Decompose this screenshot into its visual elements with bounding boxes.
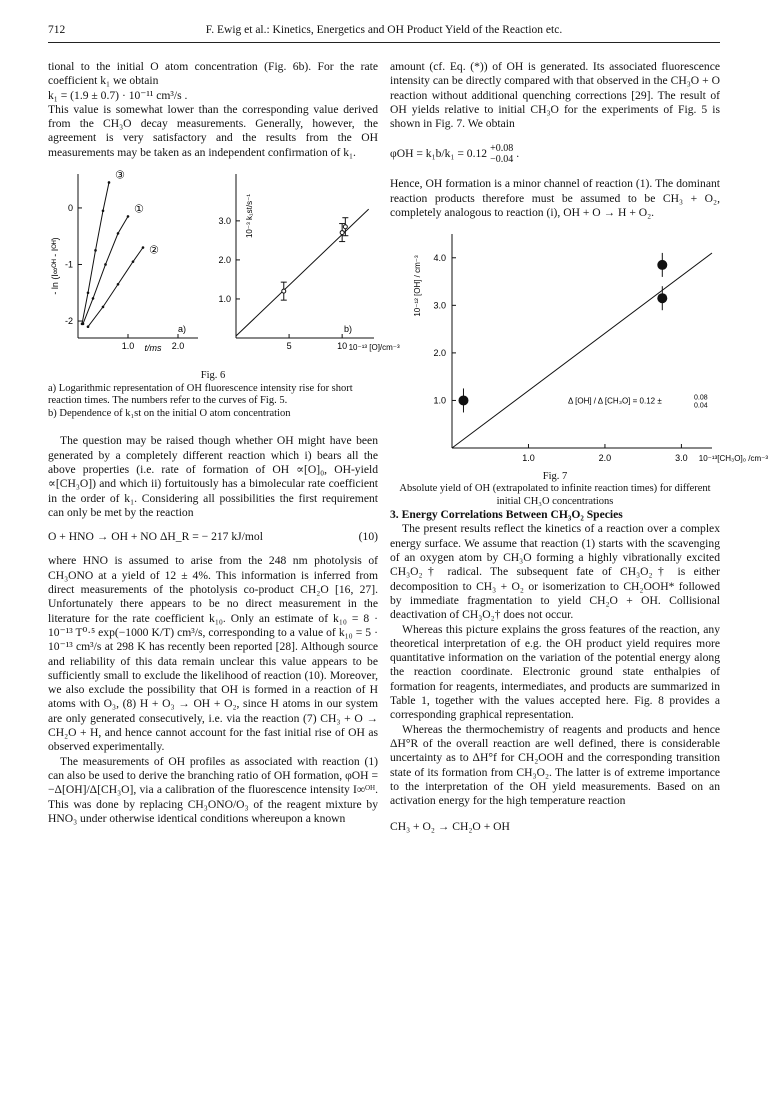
series-line — [83, 216, 128, 323]
data-point — [132, 260, 135, 263]
data-point — [108, 181, 111, 184]
running-title: F. Ewig et al.: Kinetics, Energetics and OH Product Yield of the Reaction etc. — [205, 24, 563, 36]
data-point — [343, 225, 347, 229]
data-point — [92, 297, 95, 300]
x-tick-label: 1.0 — [121, 341, 135, 352]
paragraph: This value is somewhat lower than the corresponding value derived from the CH₃O decay measurements. Generally, however, the agreement is very satisfactory and the results from the OH measurements may be taken as an independent confirmation of k₁. — [48, 102, 378, 159]
figure-6-caption-a: a) Logarithmic representation of OH fluorescence intensity rise for short reaction times. The numbers refer to the curves of Fig. 5. — [48, 382, 353, 407]
y-tick-label: 1.0 — [218, 294, 231, 305]
fit-line — [236, 209, 369, 336]
equation-ch3-o2: CH₃ + O₂ → CH₂O + OH — [390, 820, 510, 834]
figure-7-plot — [390, 226, 768, 466]
x-tick-label: 1.0 — [522, 453, 535, 464]
paragraph: The present results reflect the kinetics of a reaction over a complex energy surface. We assume that reaction (1) starts with the scavenging of an oxygen atom by CH₃O forming a highly vibrationally excited CH₃O₂† radical. The subsequent fate of CH₃O₂† is either decomposition to CH₃ + O₂ or isomerization to CH₂OOH* followed by immediate fragmentation to yield CH₂O + OH. Collisional deactivation of CH₃O₂† does not occur. — [390, 522, 720, 622]
figure-6-title: Fig. 6 — [200, 370, 226, 382]
data-point — [458, 396, 468, 406]
paragraph: The question may be raised though whether OH might have been generated by a completely different reaction which i) bears all the above properties (i.e. rate of formation of OH ∝[O]₀, OH-yield ∝[CH₃O]) and which ii) fortuitously has a bimolecular rate coefficient in the order of k₁. Considering all possibilities the first requirement can only be met by the reaction — [48, 434, 378, 519]
annotation-error-upper: 0.08 — [694, 394, 708, 402]
data-point — [117, 232, 120, 235]
paragraph: Hence, OH formation is a minor channel of reaction (1). The dominant reaction products therefore must be assumed to be CH₃ + O₂, completely analogous to reaction (i), OH + O → H + O₂. — [390, 177, 720, 220]
left-column — [48, 60, 400, 826]
right-column — [390, 60, 768, 835]
x-axis-label: 10⁻¹³ [O]/cm⁻³ — [348, 343, 400, 353]
x-axis-label: t/ms — [144, 343, 162, 354]
equation-10-number: (10) — [358, 530, 378, 544]
data-point — [94, 249, 97, 252]
annotation-ratio: Δ [OH] / Δ [CH₃O] = 0.12 ± — [568, 396, 662, 406]
data-point — [82, 323, 85, 326]
data-point — [87, 292, 90, 295]
curve-label: ② — [149, 244, 159, 257]
data-point — [657, 294, 667, 304]
equation-10-body: O + HNO → OH + NO ΔH_R = − 217 kJ/mol — [48, 530, 263, 544]
figure-7 — [390, 226, 768, 508]
curve-label: ① — [134, 203, 144, 216]
equation-phi-oh — [390, 143, 720, 165]
y-tick-label: -2 — [64, 316, 73, 327]
data-point — [117, 283, 120, 286]
equation-phi-errors — [490, 143, 513, 165]
y-tick-label: 2.0 — [218, 254, 231, 265]
y-tick-label: 3.0 — [433, 300, 446, 311]
y-axis-label: 10⁻³ k₁st/s⁻¹ — [245, 194, 254, 239]
equation-phi-lhs: φOH = k₁b/k₁ = 0.12 — [390, 147, 488, 161]
y-tick-label: 3.0 — [218, 215, 231, 226]
y-tick-label: 2.0 — [433, 348, 446, 359]
figure-7-title: Fig. 7 — [542, 470, 568, 482]
x-tick-label: 2.0 — [171, 341, 185, 352]
paragraph: tional to the initial O atom concentration (Fig. 6b). For the rate coefficient k₁ we obtain — [48, 60, 378, 88]
error-upper: +0.08 — [490, 143, 514, 155]
running-header — [48, 22, 720, 43]
x-axis-label: 10⁻¹³[CH₃O]₀ /cm⁻³ — [698, 454, 768, 464]
data-point — [340, 231, 344, 235]
equation-phi-end: . — [516, 147, 520, 161]
data-point — [102, 210, 105, 213]
y-axis-label: - ln (I∞ᴼᴴ - Iᴼᴴ) — [50, 237, 60, 295]
paragraph: Whereas this picture explains the gross features of the reaction, any theoretical interpretation of e.g. the OH product yield requires more quantitative information on the variation of the potential energy along the reaction coordinate. Electronic ground state enthalpies of formation for reagents, intermediates, and products are summarized in Table 1, together with the values accepted here. Fig. 8 provides a corresponding graphical representation. — [390, 622, 720, 722]
x-tick-label: 5 — [286, 341, 292, 352]
y-axis-label: 10⁻¹² [OH] / cm⁻³ — [413, 255, 422, 318]
fit-line — [452, 253, 712, 448]
data-point — [657, 260, 667, 270]
annotation-error-lower: 0.04 — [694, 402, 708, 410]
data-point — [102, 306, 105, 309]
panel-label: a) — [178, 324, 187, 335]
data-point — [127, 215, 130, 218]
figure-6 — [48, 166, 400, 420]
x-tick-label: 3.0 — [675, 453, 688, 464]
equation-10 — [48, 530, 378, 544]
curve-label: ③ — [115, 169, 125, 182]
figure-6-plots — [48, 166, 400, 366]
section-heading: 3. Energy Correlations Between CH₃O₂ Species — [390, 508, 623, 522]
x-tick-label: 2.0 — [598, 453, 612, 464]
data-point — [142, 246, 145, 249]
y-tick-label: 1.0 — [433, 395, 446, 406]
data-point — [87, 325, 90, 328]
equation-k1: k₁ = (1.9 ± 0.7) · 10⁻¹¹ cm³/s . — [48, 88, 188, 102]
y-tick-label: 0 — [67, 203, 73, 214]
paragraph: amount (cf. Eq. (*)) of OH is generated. Its associated fluorescence intensity can be directly compared with that observed in the CH₃O + O reaction without additional quenching corrections [29]. The result of OH yields relative to initial CH₃O for the experiments of Fig. 5 is shown in Fig. 7. We obtain — [390, 60, 720, 131]
error-lower: −0.04 — [490, 154, 514, 166]
data-point — [104, 263, 107, 266]
figure-7-caption: Absolute yield of OH (extrapolated to infinite reaction times) for different initial CH₃O concentrations — [399, 483, 711, 507]
figure-6-caption-b: b) Dependence of k₁st on the initial O atom concentration — [48, 407, 291, 419]
paragraph: The measurements of OH profiles as associated with reaction (1) can also be used to derive the branching ratio of OH formation, φOH = −Δ[OH]/Δ[CH₃O], via a calibration of the fluorescence intensity I∞ᴼᴴ. This was done by replacing CH₃ONO/O₃ of the reagent mixture by HNO₃ under otherwise identical conditions whereupon a known — [48, 754, 378, 825]
page-number: 712 — [48, 24, 66, 36]
paragraph: where HNO is assumed to arise from the 248 nm photolysis of CH₃ONO at a yield of 12 ± 4%. This information is inferred from direct measurements of the photolysis co-product CH₂O [16, 27]. Unfortunately there appears to be no direct measurement in the literature for the rate coefficient k₁₀. Only an estimate of k₁₀ = 8 · 10⁻¹³ T⁰·⁵ exp(−1000 K/T) cm³/s, corresponding to a value of k₁₀ = 5 · 10⁻¹³ cm³/s at 298 K has recently been reported [28]. Although source and reliability of this data remain unclear this value appears to be sufficiently small to exclude the likelihood of reaction (10). Moreover, we also exclude the possibility that OH is formed in a reaction of H atoms with O₃, (8) H + O₃ → OH + O₂, since H atoms in our system are only generated consecutively, i.e. via the reaction (7) CH₃ + O → CH₂O + H, and hence cannot account for the fast initial rise of OH as observed experimentally. — [48, 554, 378, 754]
panel-label: b) — [344, 324, 353, 335]
x-tick-label: 10 — [337, 341, 348, 352]
series-line — [82, 183, 109, 324]
y-tick-label: 4.0 — [433, 253, 446, 264]
data-point — [282, 289, 286, 293]
series-line — [88, 248, 143, 327]
y-tick-label: -1 — [64, 259, 73, 270]
paragraph: Whereas the thermochemistry of reagents and products and hence ΔH°R of the overall reaction are well defined, there is considerable uncertainty as to ΔH°f for CH₂OOH and the corresponding transition state of its formation from CH₃O₂. The latter is of extreme importance to the interpretation of the OH yield measurements. Based on an activation energy for the high temperature reaction — [390, 722, 720, 808]
